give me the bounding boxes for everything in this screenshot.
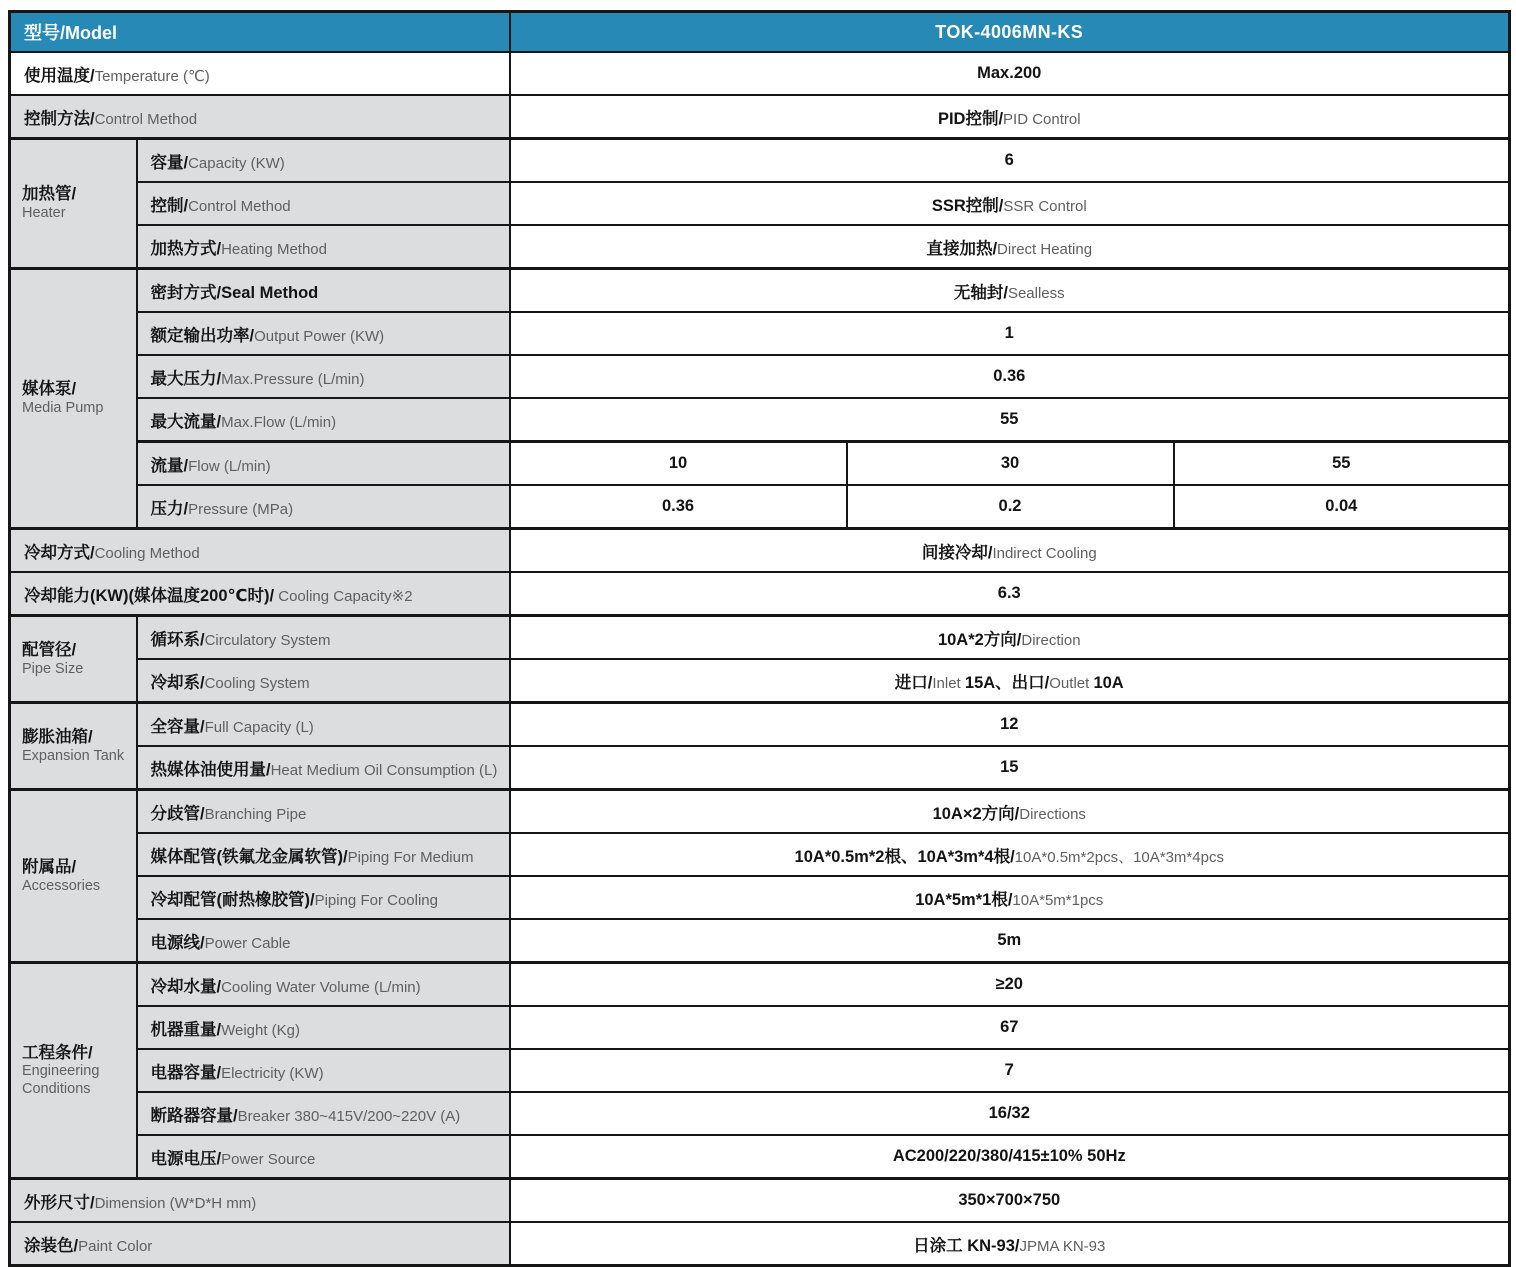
- text-strong: 冷却配管(耐热橡胶管)/: [150, 890, 315, 909]
- text-strong: 16/32: [988, 1104, 1030, 1122]
- group-label-en: Expansion Tank: [22, 747, 125, 764]
- text-strong: 间接冷却/: [921, 543, 993, 562]
- text-strong: 全容量/: [150, 717, 205, 736]
- row-value-eng-breaker: [510, 1092, 1510, 1135]
- text-strong: 分歧管/: [150, 804, 205, 823]
- text-strong: 67: [1000, 1018, 1019, 1036]
- spec-sheet: [8, 10, 1511, 1267]
- row-label-heater-capacity: [137, 139, 510, 183]
- text-strong: 额定输出功率/: [150, 326, 255, 345]
- row-value-cooling-method: [510, 529, 1510, 573]
- text-light: Temperature (℃): [94, 67, 210, 85]
- text-strong: 冷却系/: [150, 673, 205, 692]
- row-value-pump-max-flow: [510, 398, 1510, 442]
- row-label-temperature: [10, 52, 510, 95]
- text-strong: ≥20: [995, 975, 1023, 993]
- row-value-eng-cooling-water: [510, 963, 1510, 1007]
- text-strong: 最大流量/: [150, 412, 222, 431]
- spec-table: [8, 10, 1511, 1267]
- text-strong: 控制方法/: [24, 109, 95, 128]
- table-row-acc-branching-pipe: [10, 790, 1510, 834]
- row-label-control-method: [10, 95, 510, 139]
- text-light: Cooling Method: [94, 544, 200, 562]
- text-strong: 10A: [1093, 673, 1124, 692]
- text-strong: 0.36: [993, 367, 1026, 385]
- table-row-eng-cooling-water: [10, 963, 1510, 1007]
- row-label-acc-piping-medium: [137, 833, 510, 876]
- table-row-control-method: [10, 95, 1510, 139]
- text-light: Indirect Cooling: [992, 544, 1097, 562]
- table-row-heater-control: [10, 182, 1510, 225]
- text-strong: 热媒体油使用量/: [150, 760, 271, 779]
- table-row-heater-capacity: [10, 139, 1510, 183]
- text-strong: 电器容量/: [150, 1063, 222, 1082]
- text-light: Paint Color: [78, 1237, 153, 1255]
- row-value-pump-output-power: [510, 312, 1510, 355]
- row-value-pump-max-pressure: [510, 355, 1510, 398]
- row-label-pump-max-pressure: [137, 355, 510, 398]
- text-strong: 冷却能力(KW)(媒体温度200℃时)/: [24, 586, 275, 605]
- row-value-heater-heating-method: [510, 225, 1510, 269]
- table-row-eng-electricity: [10, 1049, 1510, 1092]
- text-light: Sealless: [1007, 284, 1065, 302]
- text-light: Max.Flow (L/min): [221, 413, 337, 431]
- text-strong: 10A×2方向/: [932, 804, 1020, 823]
- text-strong: 电源电压/: [150, 1149, 222, 1168]
- row-value-temperature: [510, 52, 1510, 95]
- text-light: Piping For Medium: [347, 848, 474, 866]
- text-strong: SSR控制/: [931, 196, 1004, 215]
- group-label-en: Pipe Size: [22, 660, 84, 677]
- row-label-tank-oil-consumption: [137, 746, 510, 790]
- table-row-temperature: [10, 52, 1510, 95]
- text-light: Direct Heating: [997, 240, 1093, 258]
- table-row-acc-power-cable: [10, 919, 1510, 963]
- row-label-heater-control: [137, 182, 510, 225]
- text-strong: 最大压力/: [150, 369, 222, 388]
- table-row-model: [10, 12, 1510, 53]
- row-value-heater-control: [510, 182, 1510, 225]
- table-row-eng-weight: [10, 1006, 1510, 1049]
- text-strong: 断路器容量/: [150, 1106, 238, 1125]
- row-label-eng-electricity: [137, 1049, 510, 1092]
- row-label-tank-full-capacity: [137, 703, 510, 747]
- table-row-cooling-method: [10, 529, 1510, 573]
- row-value-pump-seal-method: [510, 269, 1510, 313]
- group-label-zh: 膨胀油箱/: [22, 727, 93, 746]
- row-value-acc-branching-pipe: [510, 790, 1510, 834]
- table-row-heater-heating-method: [10, 225, 1510, 269]
- row-label-dimension: [10, 1179, 510, 1223]
- row-value-tank-oil-consumption: [510, 746, 1510, 790]
- text-light: Piping For Cooling: [314, 891, 438, 909]
- text-strong: 进口/: [894, 673, 933, 692]
- row-label-pump-output-power: [137, 312, 510, 355]
- table-row-cooling-capacity: [10, 572, 1510, 616]
- group-label-zh: 加热管/: [22, 185, 77, 204]
- text-light: Direction: [1021, 631, 1081, 649]
- row-value-acc-power-cable: [510, 919, 1510, 963]
- table-row-pump-seal-method: [10, 269, 1510, 313]
- text-strong: 5m: [997, 931, 1022, 949]
- group-label-expansion-tank: [10, 703, 137, 790]
- text-strong: 直接加热/: [926, 239, 998, 258]
- text-strong: 密封方式/Seal Method: [150, 283, 319, 302]
- group-label-zh: 工程条件/: [22, 1043, 93, 1062]
- group-label-accessories: [10, 790, 137, 963]
- text-strong: 10: [668, 454, 688, 472]
- table-row-eng-power-source: [10, 1135, 1510, 1179]
- text-light: Cooling Water Volume (L/min): [221, 978, 421, 996]
- row-value-pump-pressure-2: [847, 485, 1174, 529]
- text-light: Pressure (MPa): [188, 500, 294, 518]
- text-light: Electricity (KW): [221, 1064, 324, 1082]
- row-value-acc-piping-cooling: [510, 876, 1510, 919]
- text-strong: 350×700×750: [958, 1191, 1061, 1209]
- row-value-paint-color: [510, 1222, 1510, 1266]
- row-label-cooling-capacity: [10, 572, 510, 616]
- table-row-pump-pressure: [10, 485, 1510, 529]
- text-light: Control Method: [188, 197, 291, 215]
- row-label-cooling-method: [10, 529, 510, 573]
- text-strong: 55: [1000, 410, 1019, 428]
- text-strong: 6.3: [997, 584, 1021, 602]
- row-label-eng-weight: [137, 1006, 510, 1049]
- text-light: SSR Control: [1003, 197, 1087, 215]
- group-label-zh: 媒体泵/: [22, 380, 77, 399]
- row-value-eng-electricity: [510, 1049, 1510, 1092]
- text-light: Heating Method: [221, 240, 327, 258]
- group-label-en: Heater: [22, 205, 66, 222]
- text-strong: 电源线/: [150, 933, 205, 952]
- text-light: Control Method: [94, 110, 198, 128]
- row-value-pump-flow-1: [510, 442, 847, 486]
- text-strong: 使用温度/: [24, 66, 95, 85]
- row-value-eng-weight: [510, 1006, 1510, 1049]
- group-label-pipe-size: [10, 616, 137, 703]
- table-row-tank-full-capacity: [10, 703, 1510, 747]
- text-strong: 加热方式/: [150, 239, 222, 258]
- table-row-tank-oil-consumption: [10, 746, 1510, 790]
- row-label-paint-color: [10, 1222, 510, 1266]
- text-strong: 0.2: [998, 497, 1022, 515]
- group-label-heater: [10, 139, 137, 269]
- text-strong: 型号/Model: [24, 23, 117, 43]
- text-light: JPMA KN-93: [1019, 1237, 1106, 1255]
- text-strong: 冷却水量/: [150, 977, 222, 996]
- row-value-tank-full-capacity: [510, 703, 1510, 747]
- text-strong: 日涂工 KN-93/: [913, 1236, 1020, 1255]
- text-strong: TOK-4006MN-KS: [935, 21, 1084, 42]
- text-strong: 55: [1332, 454, 1351, 472]
- text-light: PID Control: [1003, 110, 1081, 128]
- table-row-pump-output-power: [10, 312, 1510, 355]
- text-light: Branching Pipe: [204, 805, 307, 823]
- text-strong: 压力/: [150, 499, 189, 518]
- row-label-pipe-circulatory: [137, 616, 510, 660]
- row-value-model: [510, 12, 1510, 53]
- text-light: Weight (Kg): [221, 1021, 301, 1039]
- text-strong: 冷却方式/: [24, 543, 95, 562]
- text-light: Breaker 380~415V/200~220V (A): [237, 1107, 461, 1125]
- text-strong: AC200/220/380/415±10% 50Hz: [892, 1147, 1126, 1165]
- row-value-control-method: [510, 95, 1510, 139]
- text-strong: 0.04: [1325, 497, 1358, 515]
- group-label-zh: 附属品/: [22, 857, 77, 876]
- row-value-dimension: [510, 1179, 1510, 1223]
- text-strong: 容量/: [150, 153, 189, 172]
- text-light: Inlet: [932, 674, 965, 692]
- row-label-pump-flow: [137, 442, 510, 486]
- text-light: Circulatory System: [204, 631, 331, 649]
- text-light: Outlet: [1049, 674, 1094, 692]
- text-light: Max.Pressure (L/min): [221, 370, 365, 388]
- text-strong: 循环系/: [150, 630, 205, 649]
- row-label-acc-branching-pipe: [137, 790, 510, 834]
- text-light: Heat Medium Oil Consumption (L): [270, 761, 498, 779]
- row-value-pump-pressure-1: [510, 485, 847, 529]
- row-label-pump-pressure: [137, 485, 510, 529]
- text-strong: 30: [1000, 454, 1020, 472]
- text-light: Capacity (KW): [188, 154, 285, 172]
- group-label-en: Engineering Conditions: [22, 1063, 100, 1097]
- text-light: 10A*5m*1pcs: [1012, 891, 1104, 909]
- table-row-pump-max-flow: [10, 398, 1510, 442]
- text-strong: 外形尺寸/: [24, 1193, 95, 1212]
- row-label-eng-breaker: [137, 1092, 510, 1135]
- text-light: Cooling Capacity※2: [274, 587, 413, 605]
- text-strong: 10A*0.5m*2根、10A*3m*4根/: [794, 847, 1015, 866]
- text-light: Output Power (KW): [254, 327, 385, 345]
- row-label-acc-piping-cooling: [137, 876, 510, 919]
- text-strong: 流量/: [150, 456, 189, 475]
- row-value-pipe-circulatory: [510, 616, 1510, 660]
- text-strong: 出口/: [1011, 673, 1050, 692]
- text-light: Power Source: [221, 1150, 316, 1168]
- text-strong: 12: [1000, 715, 1019, 733]
- row-value-pump-flow-2: [847, 442, 1174, 486]
- group-label-en: Media Pump: [22, 400, 104, 417]
- table-row-pump-max-pressure: [10, 355, 1510, 398]
- text-strong: 10A*2方向/: [937, 630, 1022, 649]
- text-strong: 10A*5m*1根/: [915, 890, 1013, 909]
- group-label-media-pump: [10, 269, 137, 529]
- text-strong: 无轴封/: [953, 283, 1008, 302]
- group-label-en: Accessories: [22, 877, 101, 894]
- row-value-pump-pressure-3: [1174, 485, 1510, 529]
- text-light: Power Cable: [204, 934, 291, 952]
- table-row-pipe-circulatory: [10, 616, 1510, 660]
- table-row-paint-color: [10, 1222, 1510, 1266]
- table-row-eng-breaker: [10, 1092, 1510, 1135]
- row-value-acc-piping-medium: [510, 833, 1510, 876]
- row-label-pump-max-flow: [137, 398, 510, 442]
- text-light: Full Capacity (L): [204, 718, 314, 736]
- text-light: Cooling System: [204, 674, 310, 692]
- table-row-pump-flow: [10, 442, 1510, 486]
- row-label-heater-heating-method: [137, 225, 510, 269]
- text-strong: 媒体配管(铁氟龙金属软管)/: [150, 847, 348, 866]
- row-label-eng-cooling-water: [137, 963, 510, 1007]
- text-light: Dimension (W*D*H mm): [94, 1194, 257, 1212]
- text-strong: 6: [1004, 151, 1014, 169]
- text-light: Flow (L/min): [188, 457, 271, 475]
- text-strong: PID控制/: [937, 109, 1004, 128]
- group-label-zh: 配管径/: [22, 640, 77, 659]
- text-strong: 机器重量/: [150, 1020, 222, 1039]
- row-value-pump-flow-3: [1174, 442, 1510, 486]
- group-label-engineering-conditions: [10, 963, 137, 1179]
- text-light: 10A*0.5m*2pcs、10A*3m*4pcs: [1014, 848, 1224, 866]
- table-row-dimension: [10, 1179, 1510, 1223]
- text-strong: Max.200: [977, 64, 1042, 82]
- row-label-pipe-cooling: [137, 659, 510, 703]
- row-label-model: [10, 12, 510, 53]
- text-strong: 15: [1000, 758, 1019, 776]
- text-strong: 15A、: [964, 673, 1012, 692]
- text-strong: 1: [1004, 324, 1014, 342]
- row-value-cooling-capacity: [510, 572, 1510, 616]
- row-value-heater-capacity: [510, 139, 1510, 183]
- row-label-eng-power-source: [137, 1135, 510, 1179]
- text-strong: 7: [1004, 1061, 1014, 1079]
- row-value-pipe-cooling: [510, 659, 1510, 703]
- table-row-acc-piping-medium: [10, 833, 1510, 876]
- row-label-acc-power-cable: [137, 919, 510, 963]
- row-label-pump-seal-method: [137, 269, 510, 313]
- text-light: Directions: [1019, 805, 1086, 823]
- text-strong: 控制/: [150, 196, 189, 215]
- table-row-pipe-cooling: [10, 659, 1510, 703]
- text-strong: 涂装色/: [24, 1236, 79, 1255]
- text-strong: 0.36: [661, 497, 695, 515]
- row-value-eng-power-source: [510, 1135, 1510, 1179]
- table-row-acc-piping-cooling: [10, 876, 1510, 919]
